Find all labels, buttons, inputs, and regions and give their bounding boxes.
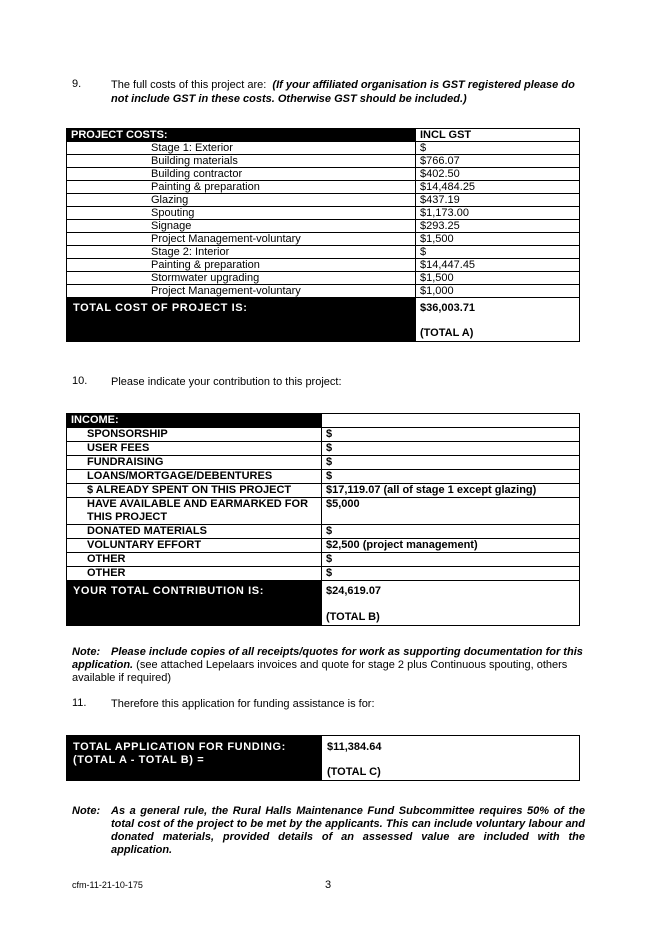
income-header-row bbox=[67, 414, 580, 428]
table-row bbox=[67, 272, 580, 285]
cost-item-label: Building materials bbox=[67, 155, 416, 168]
cost-item-value: $14,447.45 bbox=[416, 259, 580, 272]
table-row bbox=[67, 442, 580, 456]
cost-item-value: $ bbox=[416, 142, 580, 155]
income-item-label: VOLUNTARY EFFORT bbox=[67, 539, 322, 553]
q9-number: 9. bbox=[72, 78, 82, 90]
income-item-label: $ ALREADY SPENT ON THIS PROJECT bbox=[67, 484, 322, 498]
cost-item-label: Signage bbox=[67, 220, 416, 233]
table-row bbox=[67, 553, 580, 567]
cost-item-value: $1,000 bbox=[416, 285, 580, 298]
income-item-label: LOANS/MORTGAGE/DEBENTURES bbox=[67, 470, 322, 484]
q10-text: Please indicate your contribution to this project: bbox=[111, 376, 342, 388]
note1-prefix: Note: bbox=[72, 646, 101, 658]
income-item-label: SPONSORSHIP bbox=[67, 428, 322, 442]
note1-plain: (see attached Lepelaars invoices and quote for stage 2 plus Continuous spouting, others available if required) bbox=[72, 659, 568, 684]
project-costs-total-row bbox=[67, 298, 580, 342]
project-costs-header-row bbox=[67, 129, 580, 142]
cost-item-label: Painting & preparation bbox=[67, 181, 416, 194]
total-a-cell bbox=[416, 298, 580, 342]
income-item-value: $ bbox=[322, 553, 580, 567]
doc-reference: cfm-11-21-10-175 bbox=[72, 880, 143, 890]
note2-text: As a general rule, the Rural Halls Maintenance Fund Subcommittee requires 50% of the total cost of the project to be met by the applicants. This can include voluntary labour and donated materials, provided details of an assessed value are included with the application. bbox=[111, 805, 585, 856]
q10-number: 10. bbox=[72, 375, 88, 387]
q11-text: Therefore this application for funding assistance is for: bbox=[111, 698, 375, 710]
cost-item-value: $402.50 bbox=[416, 168, 580, 181]
cost-item-label: Painting & preparation bbox=[67, 259, 416, 272]
cost-item-value: $766.07 bbox=[416, 155, 580, 168]
total-c-label-line1: TOTAL APPLICATION FOR FUNDING: bbox=[73, 741, 286, 753]
table-row bbox=[67, 456, 580, 470]
note2-prefix: Note: bbox=[72, 805, 101, 817]
table-row bbox=[67, 470, 580, 484]
table-row bbox=[67, 525, 580, 539]
table-row bbox=[67, 567, 580, 581]
income-header-value bbox=[322, 414, 580, 428]
table-row bbox=[67, 428, 580, 442]
cost-item-value: $ bbox=[416, 246, 580, 259]
cost-item-value: $293.25 bbox=[416, 220, 580, 233]
cost-item-label: Stage 1: Exterior bbox=[67, 142, 416, 155]
table-row bbox=[67, 498, 580, 525]
income-item-value: $ bbox=[322, 567, 580, 581]
income-total-row bbox=[67, 581, 580, 626]
table-row bbox=[67, 155, 580, 168]
total-a-value: $36,003.71 bbox=[420, 302, 476, 314]
table-row bbox=[67, 194, 580, 207]
income-table bbox=[66, 413, 580, 626]
total-a-label: TOTAL COST OF PROJECT IS: bbox=[67, 298, 416, 342]
income-header-label: INCOME: bbox=[67, 414, 322, 428]
income-item-value: $2,500 (project management) bbox=[322, 539, 580, 553]
income-item-label: OTHER bbox=[67, 567, 322, 581]
total-b-tag: (TOTAL B) bbox=[326, 611, 380, 623]
project-costs-header-value: INCL GST bbox=[416, 129, 580, 142]
total-b-value: $24,619.07 bbox=[326, 585, 382, 597]
cost-item-label: Building contractor bbox=[67, 168, 416, 181]
income-item-value: $ bbox=[322, 456, 580, 470]
table-row bbox=[67, 246, 580, 259]
cost-item-value: $1,500 bbox=[416, 233, 580, 246]
cost-item-label: Glazing bbox=[67, 194, 416, 207]
total-a-tag: (TOTAL A) bbox=[420, 327, 474, 339]
table-row bbox=[67, 484, 580, 498]
income-item-label: OTHER bbox=[67, 553, 322, 567]
cost-item-value: $437.19 bbox=[416, 194, 580, 207]
total-c-value: $11,384.64 bbox=[327, 741, 382, 753]
income-item-value: $17,119.07 (all of stage 1 except glazing) bbox=[322, 484, 580, 498]
income-item-value: $ bbox=[322, 470, 580, 484]
table-row bbox=[67, 142, 580, 155]
table-row bbox=[67, 539, 580, 553]
project-costs-table bbox=[66, 128, 580, 342]
total-c-cell bbox=[321, 736, 579, 780]
income-item-label: HAVE AVAILABLE AND EARMARKED FOR THIS PROJECT bbox=[67, 498, 322, 525]
cost-item-label: Project Management-voluntary bbox=[67, 233, 416, 246]
table-row bbox=[67, 233, 580, 246]
total-b-cell bbox=[322, 581, 580, 626]
total-c-label bbox=[67, 736, 321, 780]
cost-item-value: $1,500 bbox=[416, 272, 580, 285]
total-c-label-line2: (TOTAL A - TOTAL B) = bbox=[73, 754, 205, 766]
note1-text bbox=[72, 646, 586, 685]
total-b-label: YOUR TOTAL CONTRIBUTION IS: bbox=[67, 581, 322, 626]
page-number: 3 bbox=[325, 879, 332, 891]
table-row bbox=[67, 168, 580, 181]
q9-question: The full costs of this project are: bbox=[111, 79, 267, 91]
income-item-value: $ bbox=[322, 428, 580, 442]
note1-bold: Please include copies of all receipts/quotes for work as supporting documentation for this application. bbox=[72, 646, 583, 671]
q9-instruction: (If your affiliated organisation is GST registered please do not include GST in these costs. Otherwise GST should be included.) bbox=[111, 79, 575, 105]
cost-item-label: Stage 2: Interior bbox=[67, 246, 416, 259]
table-row bbox=[67, 181, 580, 194]
project-costs-header-label: PROJECT COSTS: bbox=[67, 129, 416, 142]
table-row bbox=[67, 285, 580, 298]
income-item-value: $ bbox=[322, 442, 580, 456]
table-row bbox=[67, 220, 580, 233]
q11-number: 11. bbox=[72, 697, 87, 709]
income-item-value: $ bbox=[322, 525, 580, 539]
cost-item-label: Spouting bbox=[67, 207, 416, 220]
cost-item-value: $14,484.25 bbox=[416, 181, 580, 194]
application-total-box bbox=[66, 735, 580, 781]
q9-text bbox=[111, 78, 587, 106]
cost-item-label: Stormwater upgrading bbox=[67, 272, 416, 285]
income-item-value: $5,000 bbox=[322, 498, 580, 525]
table-row bbox=[67, 259, 580, 272]
income-item-label: FUNDRAISING bbox=[67, 456, 322, 470]
cost-item-value: $1,173.00 bbox=[416, 207, 580, 220]
income-item-label: DONATED MATERIALS bbox=[67, 525, 322, 539]
income-item-label: USER FEES bbox=[67, 442, 322, 456]
total-c-tag: (TOTAL C) bbox=[327, 766, 381, 778]
table-row bbox=[67, 207, 580, 220]
cost-item-label: Project Management-voluntary bbox=[67, 285, 416, 298]
